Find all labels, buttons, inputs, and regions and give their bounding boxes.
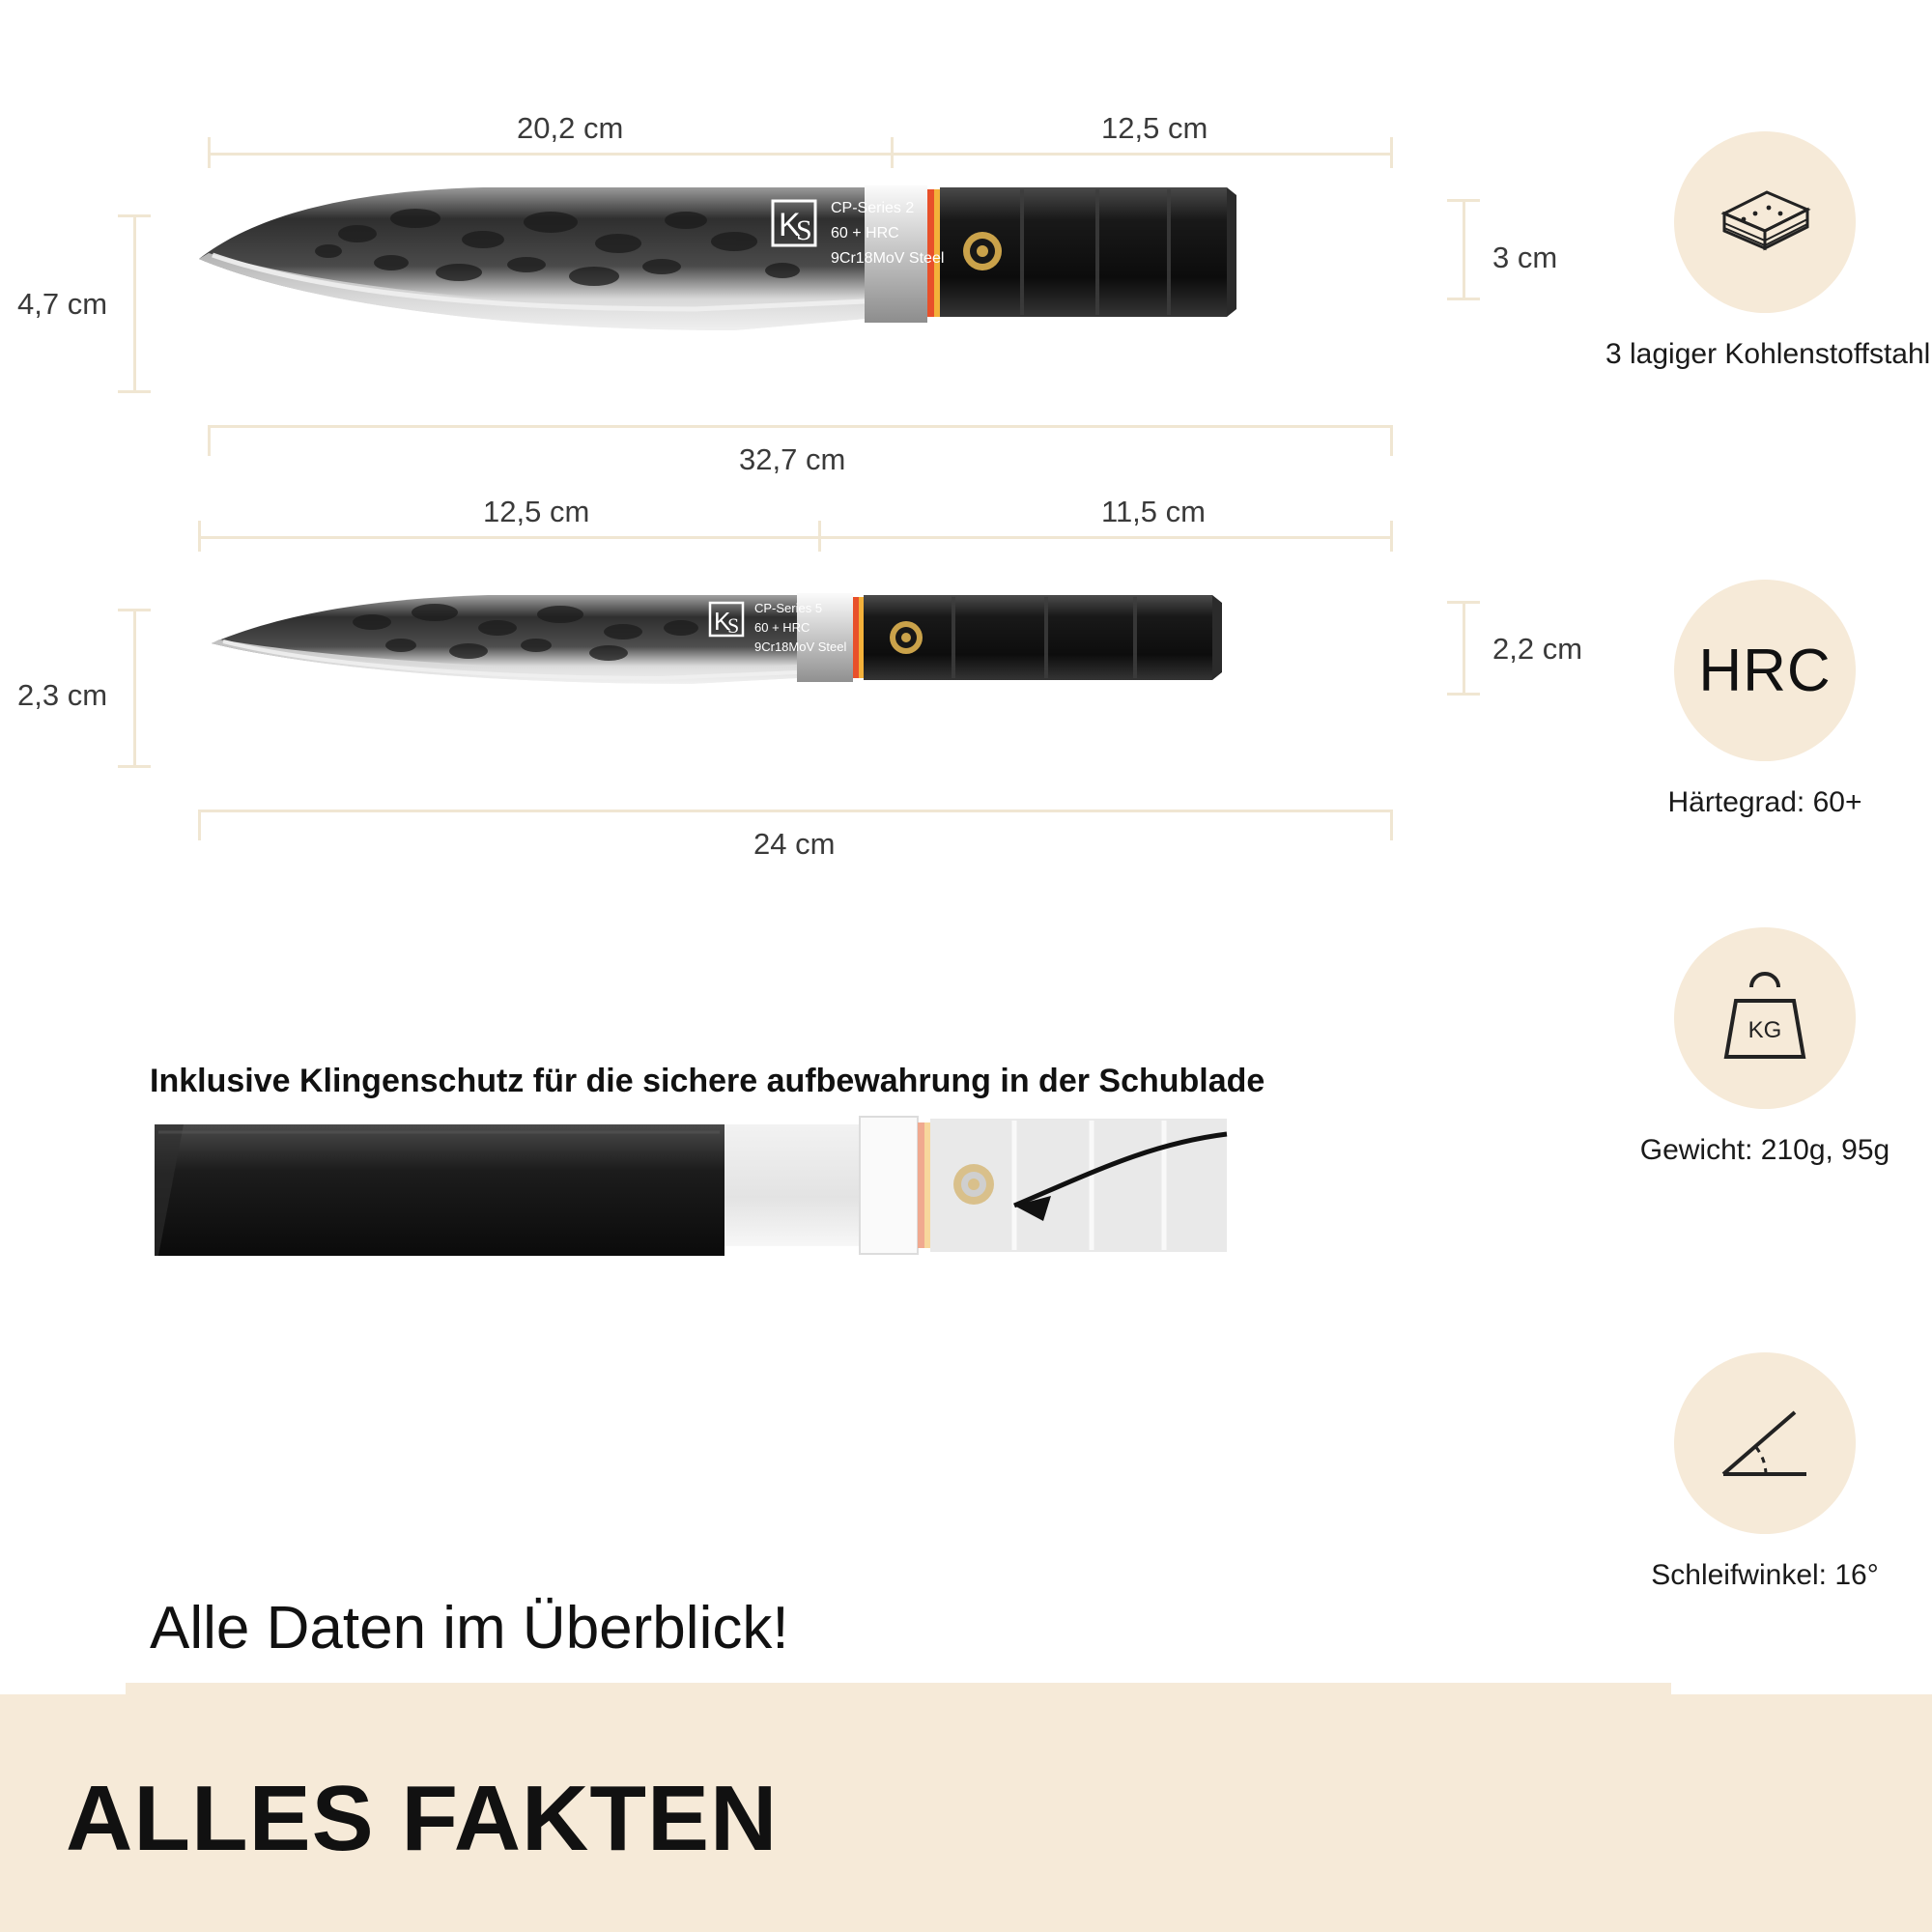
k2-etch-line3: 9Cr18MoV Steel: [754, 639, 847, 654]
k1-etch-line3: 9Cr18MoV Steel: [831, 250, 945, 267]
angle-icon: [1712, 1399, 1818, 1488]
feature-layered-steel-caption: 3 lagiger Kohlenstoffstahl: [1605, 338, 1931, 370]
sheath-caption: Inklusive Klingenschutz für die sichere aufbewahrung in der Schublade: [150, 1063, 1265, 1099]
k2-handle-tick-right: [1390, 521, 1393, 552]
k2-total-length-label: 24 cm: [753, 827, 836, 861]
k2-total-tick-left: [198, 810, 201, 840]
k2-total-tick-right: [1390, 810, 1393, 840]
weight-circle: [1674, 927, 1856, 1109]
overview-title: Alle Daten im Überblick!: [150, 1595, 789, 1662]
k1-handle-length-label: 12,5 cm: [1101, 111, 1208, 145]
svg-text:S: S: [796, 214, 812, 246]
angle-circle: [1674, 1352, 1856, 1534]
k1-blade-length-label: 20,2 cm: [517, 111, 624, 145]
feature-weight-caption: Gewicht: 210g, 95g: [1639, 1134, 1890, 1166]
k1-blade-dim-line: [208, 153, 894, 156]
k1-blade-dim-tick-left: [208, 137, 211, 168]
k2-handle-height-tick-bottom: [1447, 693, 1480, 696]
feature-hrc-caption: Härtegrad: 60+: [1667, 786, 1862, 818]
feature-angle: [1605, 1352, 1924, 1592]
k1-handle-dim-line: [891, 153, 1393, 156]
layered-steel-icon: [1715, 181, 1815, 264]
chef-knife-image: [193, 184, 1420, 406]
k1-handle-height-line: [1463, 199, 1465, 300]
k2-blade-dim-line: [198, 536, 821, 539]
hrc-icon: HRC: [1698, 637, 1832, 704]
layered-steel-circle: [1674, 131, 1856, 313]
k2-handle-height-tick-top: [1447, 601, 1480, 604]
k2-blade-height-tick-bottom: [118, 765, 151, 768]
weight-icon-label: KG: [1747, 1017, 1782, 1043]
k2-blade-length-label: 12,5 cm: [483, 495, 590, 528]
k2-blade-height-tick-top: [118, 609, 151, 611]
k1-blade-height-label: 4,7 cm: [17, 287, 108, 321]
k1-blade-height-tick-top: [118, 214, 151, 217]
svg-text:K: K: [779, 207, 801, 243]
k1-handle-height-tick-top: [1447, 199, 1480, 202]
banner-title: ALLES FAKTEN: [66, 1767, 779, 1870]
k1-handle-height-label: 3 cm: [1492, 241, 1558, 274]
k2-blade-height-line: [133, 609, 136, 768]
feature-weight: [1605, 927, 1924, 1167]
hrc-circle: [1674, 580, 1856, 761]
k1-handle-height-tick-bottom: [1447, 298, 1480, 300]
svg-text:S: S: [727, 613, 740, 638]
k2-handle-dim-line: [818, 536, 1393, 539]
utility-knife-image: [208, 589, 1425, 744]
k1-total-dim-line: [208, 425, 1393, 428]
k2-blade-height-label: 2,3 cm: [17, 678, 108, 712]
sheathed-knife-image: [145, 1101, 1584, 1285]
k2-blade-tick-left: [198, 521, 201, 552]
k2-etch-line2: 60 + HRC: [754, 620, 810, 635]
k1-blade-height-tick-bottom: [118, 390, 151, 393]
k1-total-tick-right: [1390, 425, 1393, 456]
k1-etch-line2: 60 + HRC: [831, 225, 899, 242]
k2-total-dim-line: [198, 810, 1393, 812]
k2-handle-length-label: 11,5 cm: [1101, 495, 1206, 528]
feature-angle-caption: Schleifwinkel: 16°: [1651, 1559, 1879, 1591]
k2-etch-line1: CP-Series 5: [754, 601, 823, 615]
svg-text:K: K: [714, 607, 731, 636]
k2-handle-height-line: [1463, 601, 1465, 696]
k1-etch-line1: CP-Series 2: [831, 200, 915, 216]
k2-handle-height-label: 2,2 cm: [1492, 632, 1583, 666]
k1-total-tick-left: [208, 425, 211, 456]
feature-layered-steel: [1605, 131, 1931, 371]
weight-icon: [1715, 968, 1815, 1068]
k1-handle-dim-tick-right: [1390, 137, 1393, 168]
feature-hrc: [1605, 580, 1924, 819]
k1-blade-height-line: [133, 214, 136, 393]
k1-total-length-label: 32,7 cm: [739, 442, 846, 476]
